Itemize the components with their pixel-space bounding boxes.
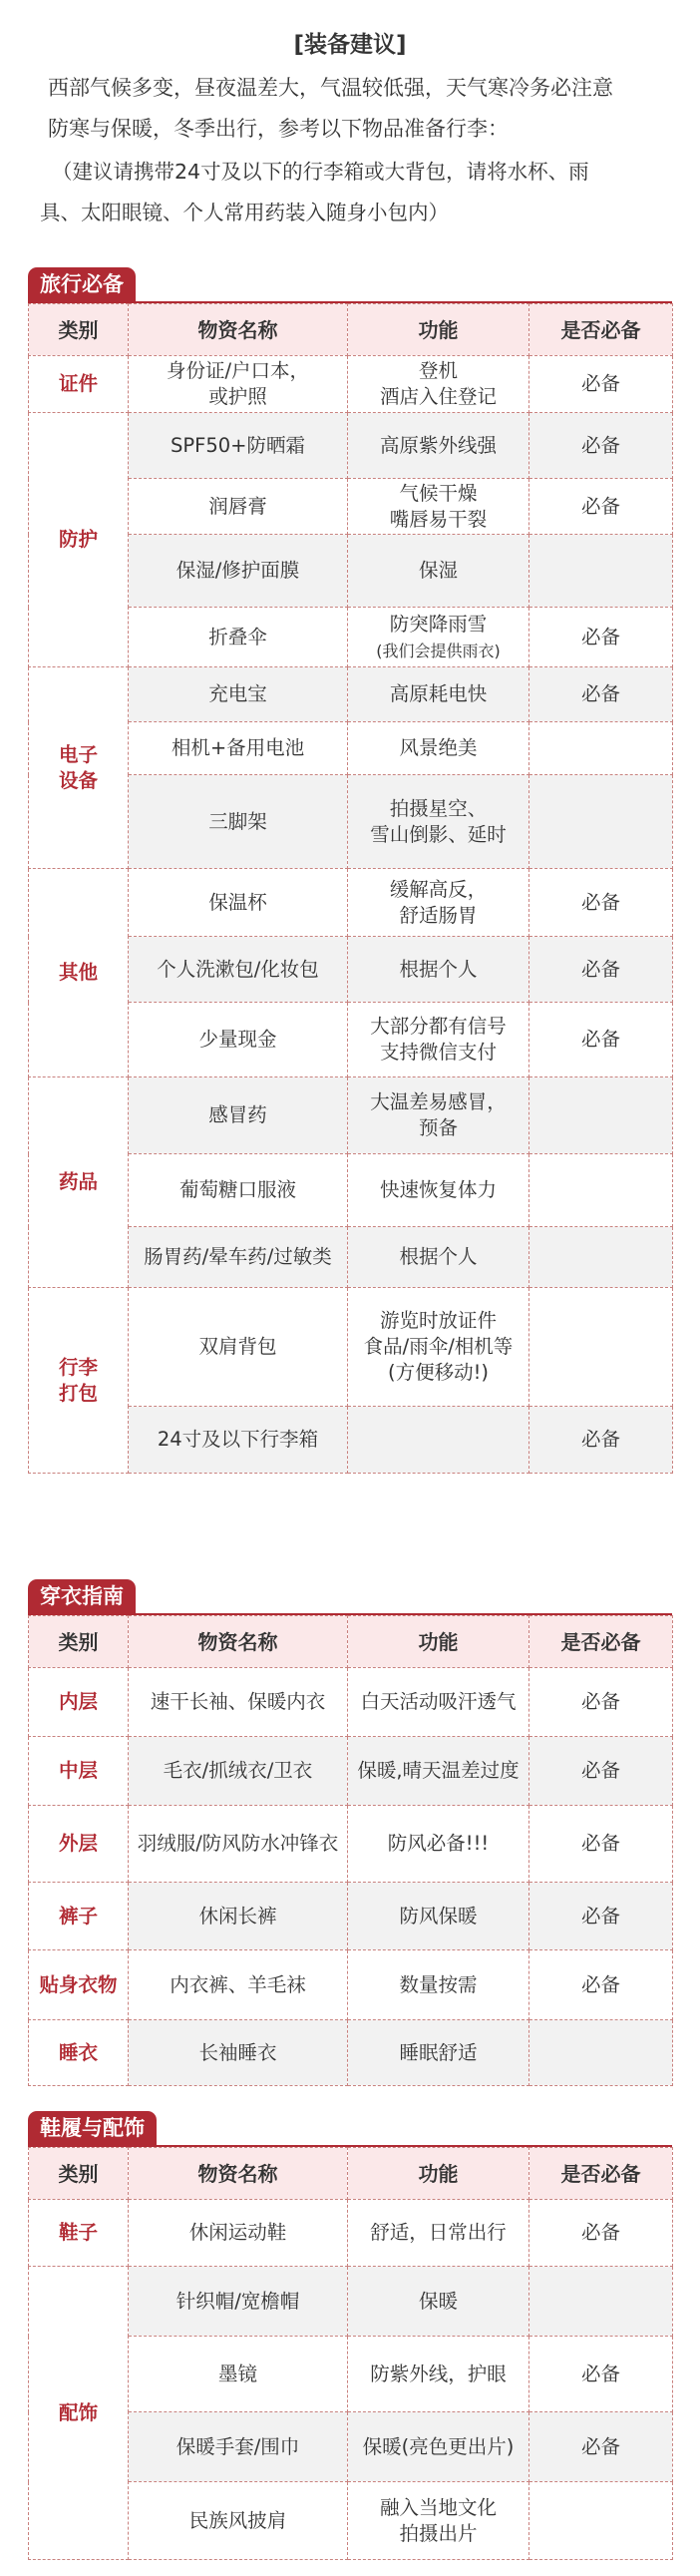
function-cell (348, 1407, 529, 1474)
table-row (29, 1288, 673, 1407)
category-cell: 证件 (29, 356, 129, 413)
function-cell (348, 535, 529, 608)
required-cell (529, 2020, 673, 2086)
function-cell (348, 2412, 529, 2482)
item-name-cell: 速干长袖、保暖内衣 (129, 1668, 348, 1737)
function-cell (348, 869, 529, 937)
function-text: 防风必备!!! (387, 1832, 490, 1855)
category-cell: 行李 打包 (29, 1288, 129, 1474)
function-text: 舒适，日常出行 (370, 2221, 507, 2244)
intro-note: （建议请携带24寸及以下的行李箱或大背包，请将水杯、雨 (52, 160, 589, 184)
column-header: 物资名称 (129, 304, 348, 356)
table-header-row (29, 1616, 673, 1668)
required-cell (529, 1227, 673, 1288)
required-cell: 必备 (529, 1407, 673, 1474)
function-cell (348, 1227, 529, 1288)
table-row (29, 356, 673, 413)
table-header-row (29, 2148, 673, 2200)
table-row (29, 2020, 673, 2086)
function-text: 防风保暖 (399, 1904, 478, 1928)
function-cell (348, 1806, 529, 1883)
function-cell (348, 1003, 529, 1077)
column-header: 类别 (29, 2148, 129, 2200)
item-name-cell: 充电宝 (129, 667, 348, 722)
item-name-cell: 相机+备用电池 (129, 722, 348, 775)
required-cell: 必备 (529, 2412, 673, 2482)
gear-table (28, 303, 673, 1474)
table-row (29, 1077, 673, 1154)
function-text: 保暖,晴天温差过度 (357, 1759, 520, 1782)
function-cell (348, 667, 529, 722)
section-title: 旅行必备 (28, 267, 136, 301)
item-name-cell: 肠胃药/晕车药/过敏类 (129, 1227, 348, 1288)
table-row (29, 413, 673, 479)
section-title: 穿衣指南 (28, 1579, 136, 1613)
function-cell (348, 2267, 529, 2337)
function-cell (348, 1883, 529, 1950)
item-name-cell: 民族风披肩 (129, 2482, 348, 2560)
item-name-cell: 折叠伞 (129, 608, 348, 667)
required-cell: 必备 (529, 2200, 673, 2267)
column-header: 功能 (348, 2148, 529, 2200)
function-cell (348, 722, 529, 775)
category-cell: 中层 (29, 1737, 129, 1806)
item-name-cell: 保湿/修护面膜 (129, 535, 348, 608)
table-row (29, 1737, 673, 1806)
table-row (29, 1806, 673, 1883)
required-cell (529, 722, 673, 775)
function-text: 快速恢复体力 (379, 1178, 497, 1201)
column-header: 功能 (348, 304, 529, 356)
required-cell (529, 2482, 673, 2560)
required-cell: 必备 (529, 667, 673, 722)
required-cell: 必备 (529, 413, 673, 479)
function-text: 高原耗电快 (389, 682, 488, 705)
required-cell (529, 1077, 673, 1154)
item-name-cell: 三脚架 (129, 775, 348, 869)
item-name-cell: 休闲运动鞋 (129, 2200, 348, 2267)
function-text: 缓解高反， 舒适肠胃 (389, 877, 488, 927)
required-cell (529, 1288, 673, 1407)
function-cell (348, 413, 529, 479)
column-header: 功能 (348, 1616, 529, 1668)
required-cell: 必备 (529, 1737, 673, 1806)
function-cell (348, 1154, 529, 1227)
clothing-table (28, 1615, 673, 2086)
function-cell (348, 1077, 529, 1154)
table-row (29, 869, 673, 937)
function-cell (348, 775, 529, 869)
required-cell: 必备 (529, 479, 673, 535)
function-text: 根据个人 (399, 1245, 478, 1268)
required-cell: 必备 (529, 1950, 673, 2020)
section-title: 鞋履与配饰 (28, 2111, 157, 2145)
function-cell (348, 937, 529, 1003)
required-cell (529, 535, 673, 608)
function-cell (348, 356, 529, 413)
intro-title: [装备建议] (293, 32, 407, 58)
item-name-cell: 感冒药 (129, 1077, 348, 1154)
function-cell (348, 608, 529, 667)
function-text: 保湿 (418, 559, 458, 582)
required-cell: 必备 (529, 1806, 673, 1883)
function-note: (我们会提供雨衣) (376, 641, 501, 660)
category-cell: 其他 (29, 869, 129, 1077)
function-text: 拍摄星空、 雪山倒影、延时 (370, 796, 507, 846)
function-text: 大温差易感冒， 预备 (370, 1090, 507, 1139)
required-cell (529, 1154, 673, 1227)
required-cell: 必备 (529, 1003, 673, 1077)
item-name-cell: 少量现金 (129, 1003, 348, 1077)
accessories-table (28, 2147, 673, 2560)
column-header: 类别 (29, 304, 129, 356)
required-cell (529, 2267, 673, 2337)
function-cell (348, 1950, 529, 2020)
item-name-cell: 个人洗漱包/化妆包 (129, 937, 348, 1003)
category-cell: 电子 设备 (29, 667, 129, 869)
intro-line: 西部气候多变，昼夜温差大，气温较低强，天气寒冷务必注意 (48, 76, 613, 100)
column-header: 类别 (29, 1616, 129, 1668)
required-cell: 必备 (529, 608, 673, 667)
category-cell: 外层 (29, 1806, 129, 1883)
function-text: 游览时放证件 食品/雨伞/相机等 (方便移动!) (363, 1309, 514, 1384)
category-cell: 药品 (29, 1077, 129, 1288)
item-name-cell: 羽绒服/防风防水冲锋衣 (129, 1806, 348, 1883)
column-header: 物资名称 (129, 1616, 348, 1668)
table-row (29, 1950, 673, 2020)
intro-note: 具、太阳眼镜、个人常用药装入随身小包内） (40, 201, 449, 224)
item-name-cell: 墨镜 (129, 2337, 348, 2412)
function-text: 气候干燥 嘴唇易干裂 (389, 481, 488, 531)
column-header: 是否必备 (529, 304, 673, 356)
item-name-cell: 毛衣/抓绒衣/卫衣 (129, 1737, 348, 1806)
category-cell: 鞋子 (29, 2200, 129, 2267)
column-header: 是否必备 (529, 2148, 673, 2200)
required-cell: 必备 (529, 1883, 673, 1950)
function-text: 数量按需 (399, 1972, 478, 1996)
function-cell (348, 479, 529, 535)
category-cell: 贴身衣物 (29, 1950, 129, 2020)
function-text: 大部分都有信号 支持微信支付 (370, 1015, 507, 1064)
function-cell (348, 2482, 529, 2560)
item-name-cell: SPF50+防晒霜 (129, 413, 348, 479)
function-text: 防紫外线，护眼 (370, 2361, 507, 2385)
function-cell (348, 1737, 529, 1806)
item-name-cell: 24寸及以下行李箱 (129, 1407, 348, 1474)
category-cell: 睡衣 (29, 2020, 129, 2086)
item-name-cell: 针织帽/宽檐帽 (129, 2267, 348, 2337)
function-text: 睡眠舒适 (399, 2040, 478, 2064)
table-row (29, 2200, 673, 2267)
required-cell (529, 775, 673, 869)
item-name-cell: 身份证/户口本， 或护照 (129, 356, 348, 413)
intro-line: 防寒与保暖，冬季出行，参考以下物品准备行李： (48, 117, 509, 141)
required-cell: 必备 (529, 869, 673, 937)
function-text: 融入当地文化 拍摄出片 (379, 2495, 497, 2545)
function-text: 防突降雨雪 (389, 612, 488, 636)
table-row (29, 2267, 673, 2337)
required-cell: 必备 (529, 2337, 673, 2412)
function-cell (348, 2337, 529, 2412)
required-cell: 必备 (529, 937, 673, 1003)
category-cell: 防护 (29, 413, 129, 667)
table-row (29, 1668, 673, 1737)
function-text: 登机 酒店入住登记 (379, 359, 497, 408)
item-name-cell: 润唇膏 (129, 479, 348, 535)
item-name-cell: 休闲长裤 (129, 1883, 348, 1950)
item-name-cell: 保温杯 (129, 869, 348, 937)
required-cell: 必备 (529, 1668, 673, 1737)
item-name-cell: 内衣裤、羊毛袜 (129, 1950, 348, 2020)
category-cell: 裤子 (29, 1883, 129, 1950)
category-cell: 配饰 (29, 2267, 129, 2560)
item-name-cell: 保暖手套/围巾 (129, 2412, 348, 2482)
category-cell: 内层 (29, 1668, 129, 1737)
function-cell (348, 2020, 529, 2086)
table-header-row (29, 304, 673, 356)
item-name-cell: 长袖睡衣 (129, 2020, 348, 2086)
table-row (29, 1883, 673, 1950)
item-name-cell: 葡萄糖口服液 (129, 1154, 348, 1227)
function-text: 根据个人 (399, 957, 478, 981)
function-text: 风景绝美 (399, 736, 478, 759)
function-cell (348, 1288, 529, 1407)
column-header: 物资名称 (129, 2148, 348, 2200)
required-cell: 必备 (529, 356, 673, 413)
function-text: 高原紫外线强 (379, 433, 497, 457)
function-text: 保暖(亮色更出片) (362, 2434, 515, 2458)
column-header: 是否必备 (529, 1616, 673, 1668)
function-text: 保暖 (418, 2289, 458, 2313)
item-name-cell: 双肩背包 (129, 1288, 348, 1407)
function-text: 白天活动吸汗透气 (360, 1690, 517, 1713)
table-row (29, 667, 673, 722)
function-cell (348, 1668, 529, 1737)
function-cell (348, 2200, 529, 2267)
